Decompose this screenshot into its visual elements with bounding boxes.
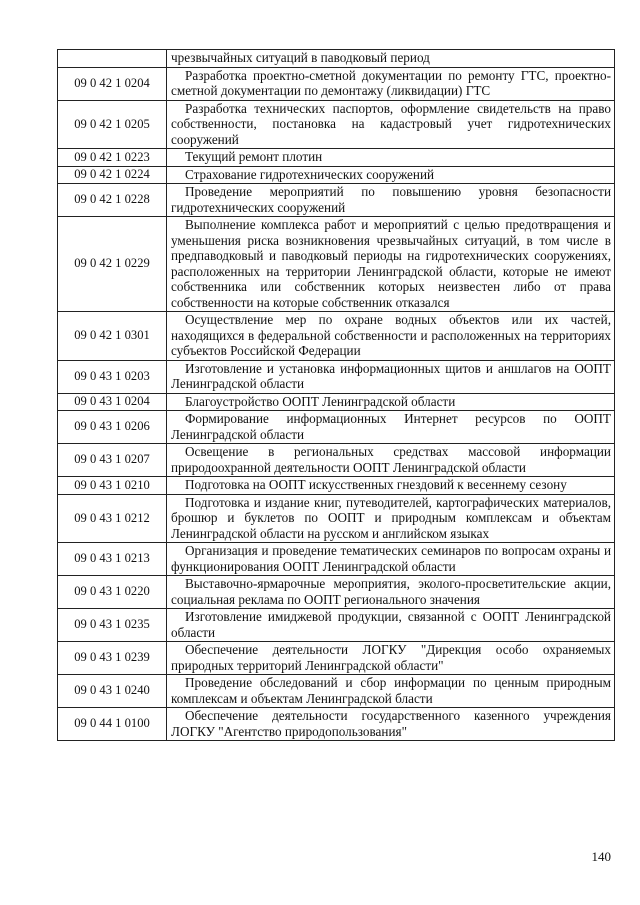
table-body [58, 50, 615, 741]
description-cell: Осуществление мер по охране водных объектов или их частей, находящихся в федеральной собственности и расположенных на территориях субъектов Российской Федерации [167, 312, 615, 361]
description-cell: Формирование информационных Интернет ресурсов по ООПТ Ленинградской области [167, 411, 615, 444]
description-cell: Освещение в региональных средствах массовой информации природоохранной деятельности ООПТ Ленинградской области [167, 444, 615, 477]
table-row [58, 675, 615, 708]
table-row [58, 393, 615, 411]
code-cell: 09 0 43 1 0206 [58, 411, 167, 444]
description-cell: Выполнение комплекса работ и мероприятий с целью предотвращения и уменьшения риска возникновения чрезвычайных ситуаций, в том числе в предпаводковый и паводковый периоды на гидротехнических сооружениях, расположенных на территории Ленинградской области, которые не имеют собственника или собственник которых неизвестен либо от права собственности на которые собственник отказался [167, 217, 615, 312]
description-cell: Проведение мероприятий по повышению уровня безопасности гидротехнических сооружений [167, 184, 615, 217]
code-cell: 09 0 43 1 0240 [58, 675, 167, 708]
description-cell: Организация и проведение тематических семинаров по вопросам охраны и функционирования ООПТ Ленинградской области [167, 543, 615, 576]
table-row [58, 444, 615, 477]
table-row [58, 217, 615, 312]
code-cell: 09 0 42 1 0224 [58, 166, 167, 184]
table-row [58, 642, 615, 675]
code-cell: 09 0 43 1 0207 [58, 444, 167, 477]
description-cell: Изготовление и установка информационных щитов и аншлагов на ООПТ Ленинградской области [167, 360, 615, 393]
budget-codes-table [57, 49, 615, 741]
code-cell: 09 0 43 1 0212 [58, 494, 167, 543]
description-cell: Разработка технических паспортов, оформление свидетельств на право собственности, постановка на кадастровый учет гидротехнических сооружений [167, 100, 615, 149]
code-cell: 09 0 42 1 0204 [58, 67, 167, 100]
description-cell: Обеспечение деятельности государственного казенного учреждения ЛОГКУ "Агентство природопользования" [167, 708, 615, 741]
description-cell: Выставочно-ярмарочные мероприятия, эколого-просветительские акции, социальная реклама по ООПТ регионального значения [167, 576, 615, 609]
description-cell: Изготовление имиджевой продукции, связанной с ООПТ Ленинградской области [167, 609, 615, 642]
table-row [58, 100, 615, 149]
code-cell: 09 0 42 1 0229 [58, 217, 167, 312]
table-row [58, 576, 615, 609]
table-row [58, 166, 615, 184]
table-row [58, 543, 615, 576]
description-cell: Разработка проектно-сметной документации по ремонту ГТС, проектно-сметной документации по демонтажу (ликвидации) ГТС [167, 67, 615, 100]
code-cell: 09 0 43 1 0210 [58, 477, 167, 495]
table-row [58, 477, 615, 495]
table-row [58, 50, 615, 68]
table-row [58, 360, 615, 393]
table-row [58, 411, 615, 444]
description-cell: Текущий ремонт плотин [167, 149, 615, 167]
description-cell: Страхование гидротехнических сооружений [167, 166, 615, 184]
code-cell: 09 0 43 1 0220 [58, 576, 167, 609]
description-cell: Проведение обследований и сбор информации по ценным природным комплексам и объектам Ленинградской бласти [167, 675, 615, 708]
code-cell [58, 50, 167, 68]
table-row [58, 609, 615, 642]
description-cell: Обеспечение деятельности ЛОГКУ "Дирекция особо охраняемых природных территорий Ленинградской области" [167, 642, 615, 675]
table-row [58, 312, 615, 361]
description-cell: Подготовка и издание книг, путеводителей, картографических материалов, брошюр и буклетов по ООПТ и природным комплексам и объектам Ленинградской области на русском и английском языках [167, 494, 615, 543]
page-number: 140 [591, 849, 611, 864]
code-cell: 09 0 43 1 0235 [58, 609, 167, 642]
code-cell: 09 0 43 1 0204 [58, 393, 167, 411]
table-row [58, 149, 615, 167]
table-row [58, 67, 615, 100]
description-cell: чрезвычайных ситуаций в паводковый период [167, 50, 615, 68]
code-cell: 09 0 42 1 0228 [58, 184, 167, 217]
table-row [58, 708, 615, 741]
code-cell: 09 0 43 1 0239 [58, 642, 167, 675]
table-row [58, 494, 615, 543]
code-cell: 09 0 44 1 0100 [58, 708, 167, 741]
code-cell: 09 0 42 1 0223 [58, 149, 167, 167]
code-cell: 09 0 43 1 0203 [58, 360, 167, 393]
code-cell: 09 0 42 1 0301 [58, 312, 167, 361]
table-row [58, 184, 615, 217]
description-cell: Благоустройство ООПТ Ленинградской области [167, 393, 615, 411]
description-cell: Подготовка на ООПТ искусственных гнездовий к весеннему сезону [167, 477, 615, 495]
code-cell: 09 0 42 1 0205 [58, 100, 167, 149]
code-cell: 09 0 43 1 0213 [58, 543, 167, 576]
